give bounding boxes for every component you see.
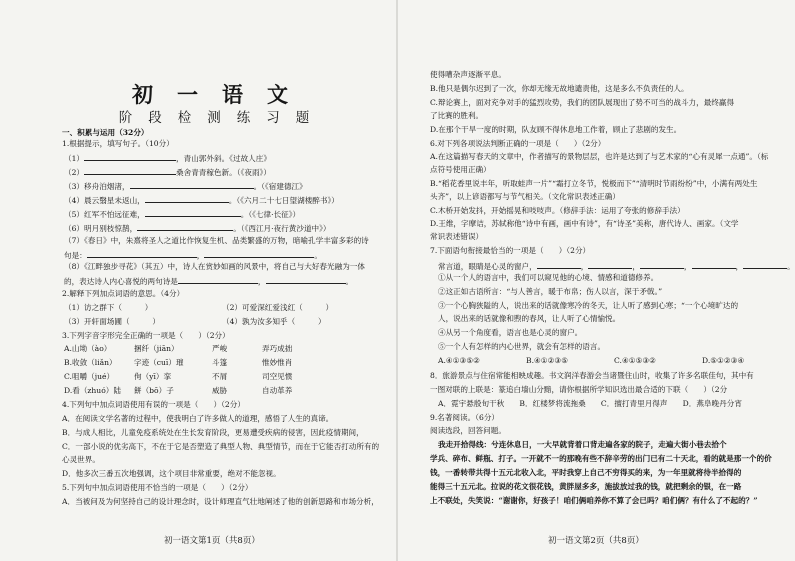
q4-option-c-line2: 心灵世界。 bbox=[62, 455, 100, 464]
q1-item-2: （2） 桑舍青青稼色新。（《夜雨》） bbox=[64, 168, 271, 177]
q2-item-4: （4）孰为汝多知乎（ ） bbox=[222, 317, 326, 326]
q7-answer-a: A.④①③⑤② bbox=[438, 356, 480, 365]
question-5-stem: 5.下列句中加点词语使用不恰当的一项是（ ）（2分） bbox=[62, 483, 253, 492]
q3-option-d-4: 自动革养 bbox=[262, 386, 293, 395]
q6-option-d: D.王维，字摩诘，苏轼称他“诗中有画，画中有诗”，有“诗圣”美称，唐代诗人、画家。（文学 bbox=[430, 219, 739, 228]
q2-item-2: （2）可爱深红爱浅红（ ） bbox=[222, 303, 334, 312]
q6-option-a: A.在这篇描写春天的文章中，作者描写的景物层层，也许是达到了与艺术家的“心有灵犀一点通”。（标 bbox=[430, 152, 769, 161]
q3-option-a-4: 弄巧成拙 bbox=[262, 344, 293, 353]
q1-item-4: （4）晨云翳星未返山， 。（《六月二十七日望湖楼醉书》） bbox=[64, 196, 339, 205]
question-2-stem: 2.解释下列加点词语的意思。（4分） bbox=[62, 289, 185, 298]
section-heading: 一、积累与运用（32分） bbox=[62, 128, 149, 137]
page-footer: 初一语文第1页（共8页） bbox=[164, 536, 260, 546]
q6-option-b-2: 头齐”，以上谚语都写与节气相关。（文化常识表述正确） bbox=[430, 192, 620, 201]
q2-item-3: （3）开轩面场圃（ ） bbox=[64, 317, 160, 326]
q1-item-6: （6）明月别枝惊鹊， 。（《西江月·夜行黄沙道中》） bbox=[64, 224, 331, 233]
q1-item-1: （1） ，青山郭外斜。《过故人庄》 bbox=[64, 154, 271, 163]
right-page bbox=[398, 0, 794, 561]
q2-item-1: （1）访之群下（ ） bbox=[64, 303, 153, 312]
text-line: 了比赛的胜利。 bbox=[430, 111, 484, 120]
q1-item-3: （3）移舟泊烟渚， 。（《宿建德江》 bbox=[64, 182, 307, 191]
q3-option-b-2: 字迹（cuī）璀 bbox=[134, 358, 184, 367]
page-title: 初一语文 bbox=[132, 82, 312, 107]
q7-answer-d: D.⑤①②③④ bbox=[702, 356, 745, 365]
q3-option-d-1: D.看（zhuó）陆 bbox=[64, 386, 121, 395]
q7-sentence-5: ⑤一个人有怎样的内心世界，就会有怎样的语言。 bbox=[438, 342, 606, 351]
q7-sentence-4: ④从另一个角度看，语言也是心灵的窗户。 bbox=[438, 328, 583, 337]
q6-option-b: B.“稻花香里说丰年，听取蛙声一片”“霜打立冬节，悦极而下”“清明时节雨纷纷”中，小满有两处生 bbox=[430, 179, 758, 188]
q7-sentence-2: ②这正如古语所言：“与人善言，暖于布帛；伤人以言，深于矛戟。” bbox=[438, 287, 663, 296]
q3-option-a-3: 严峻 bbox=[212, 344, 228, 353]
question-7-stem: 7.下面语句衔接最恰当的一项是（ ）（2分） bbox=[430, 246, 591, 255]
q3-option-c-3: 不屑 bbox=[212, 372, 228, 381]
page-footer: 初一语文第2页（共8页） bbox=[548, 536, 644, 546]
essay-line: 钱，一番转带共得十五元北收入北，平时我穿上自己不穷得买的来，为一年里就将待半拾得的 bbox=[430, 468, 742, 477]
q4-option-c-line1: C．一部小说的优劣高下，不在于它是否塑造了典型人物、典型情节，而在于它能否打动所有的 bbox=[62, 442, 380, 451]
q3-option-c-1: C.咀嚼（jué） bbox=[64, 372, 115, 381]
q6-option-d-2: 常识表述错误） bbox=[430, 232, 484, 241]
q6-option-a-2: 点符号使用正确） bbox=[430, 165, 491, 174]
essay-line: 能得三十五元北。拉说的花文很花钱，黄胖屋多多，施拔放过我的钱，就把剩余的银，在一路 bbox=[430, 482, 742, 491]
question-9-stem: 9.名著阅读。（6分） bbox=[430, 413, 500, 422]
q3-option-a-2: 捆纤（jiān） bbox=[134, 344, 179, 353]
q7-lead: 常言道，眼睛是心灵的窗户， ， ， ， ， 。 bbox=[438, 262, 795, 271]
essay-line: 我走开拾得线：兮连休息日，一大早就背着口背走遍各家的院子，走遍大街小巷去拾个 bbox=[438, 440, 727, 449]
essay-line: 学兵、碎布、鲜瓶、打子。一开就不一的那晚有些不辞辛劳的出门已有二十天北，看的就是那一个的价 bbox=[430, 454, 772, 463]
q4-option-b: B．与成人相比，儿童免疫系统处在生长发育阶段，更易遭受疾病的侵害，因此疫情期间， bbox=[62, 428, 364, 437]
q3-option-b-3: 斗篷 bbox=[212, 358, 228, 367]
question-6-stem: 6.对下列各项说法判断正确的一项是（ ）（2分） bbox=[430, 139, 606, 148]
q6-option-c: C.木桥开始发抖，开始摇晃和吱吱声。（修辞手法：运用了夸张的修辞手法） bbox=[430, 206, 685, 215]
q3-option-a-1: A.山坳（ào） bbox=[64, 344, 112, 353]
q3-option-d-2: 餅（bō）子 bbox=[134, 386, 174, 395]
q3-option-b-4: 惟妙惟肖 bbox=[262, 358, 293, 367]
q9-instruction: 阅读选段，回答问题。 bbox=[430, 426, 506, 435]
q8-options: A．霓宇悬殷旬干秋 B．红楼梦将流拖桑 C．擅打青里月得声 D．燕阜晚丹分宵 bbox=[438, 399, 742, 408]
page-subtitle: 阶段检测练习题 bbox=[118, 110, 326, 126]
question-8-stem-2: 一图对联的上联是：篆追白墙山分黯，请你根据所学知识选出最合适的下联（ ）（2分 bbox=[430, 385, 728, 394]
text-line: D.在那个干旱一度的时期，队友顾不得休息地工作着，顾止了悲剧的发生。 bbox=[430, 125, 682, 134]
q7-answer-b: B.④①②③⑤ bbox=[526, 356, 569, 365]
q1-item-8-line1: （8）《江畔独步寻花》（其五）中，诗人在赏妙如画的风景中，将自己与大好春光融为一体 bbox=[64, 262, 365, 271]
q3-option-c-2: 佝（yī）挛 bbox=[134, 372, 172, 381]
question-8-stem: 8．旅游景点与住宿常能相映成趣。书文润洋春游会当诸暨住山时，收集了许多名联佳句，其中有 bbox=[430, 371, 754, 380]
essay-line: 上不联处，失笑说：“谢谢你，好孩子！咱们俩咱养你不算了会已吗？咱们俩？有什么了不起的？” bbox=[430, 496, 758, 505]
q5-option-a: A．当被问及为何坚持自己的设计理念时，设计师理直气壮地阐述了他的创新思路和市场分析， bbox=[62, 497, 379, 506]
q4-option-a: A．在阅读文学名著的过程中，使我明白了许多做人的道理，感悟了人生的真谛。 bbox=[62, 414, 334, 423]
text-line: 使得嘈杂声逐渐平息。 bbox=[430, 70, 506, 79]
q7-sentence-3-cont: 人，说出来的话就像和煦的春风，让人听了心情愉悦。 bbox=[438, 314, 621, 323]
q1-item-7-line1: （7）《春日》中，朱熹将圣人之道比作恢复生机、品类繁盛的万物，暗喻孔学丰富多彩的诗 bbox=[64, 236, 369, 245]
q3-option-d-3: 威胁 bbox=[212, 386, 228, 395]
q1-item-8-line2: 的，表达诗人内心喜悦的两句诗是 ， 。 bbox=[64, 277, 354, 286]
q7-answer-c: C.④①⑤③② bbox=[614, 356, 656, 365]
q4-option-d: D．他多次三番五次地强调，这个项目非常重要，绝对不能忽视。 bbox=[62, 469, 281, 478]
q7-sentence-1: ①从一个人的语言中，我们可以窥见他的心境、情感和道德修养。 bbox=[438, 273, 659, 282]
question-1-stem: 1.根据提示，填写句子。（10分） bbox=[62, 139, 174, 148]
q3-option-c-4: 司空见惯 bbox=[262, 372, 293, 381]
question-4-stem: 4.下列句中加点词语使用有误的一项是（ ）（2分） bbox=[62, 400, 245, 409]
text-line: C.辩论赛上，面对充争对手的猛烈攻势，我们的团队展现出了势不可当的战斗力，最终赢得 bbox=[430, 98, 735, 107]
text-line: B.他只是偶尔迟到了一次，你却无缘无故地谴责他，这是多么不负责任的人。 bbox=[430, 84, 689, 93]
q7-sentence-3: ③一个心胸狭隘的人，说出来的话就像寒冷的冬天，让人听了感到心寒；“一个心境旷达的 bbox=[438, 301, 739, 310]
question-3-stem: 3.下列字音字形完全正确的一项是（ ）（2分） bbox=[62, 331, 230, 340]
q3-option-b-1: B.收敛（liǎn） bbox=[64, 358, 117, 367]
q1-item-7-line2: 句是： ， 。 bbox=[64, 251, 322, 260]
q1-item-5: （5）红军不怕远征难， 。（《七律·长征》） bbox=[64, 210, 301, 219]
